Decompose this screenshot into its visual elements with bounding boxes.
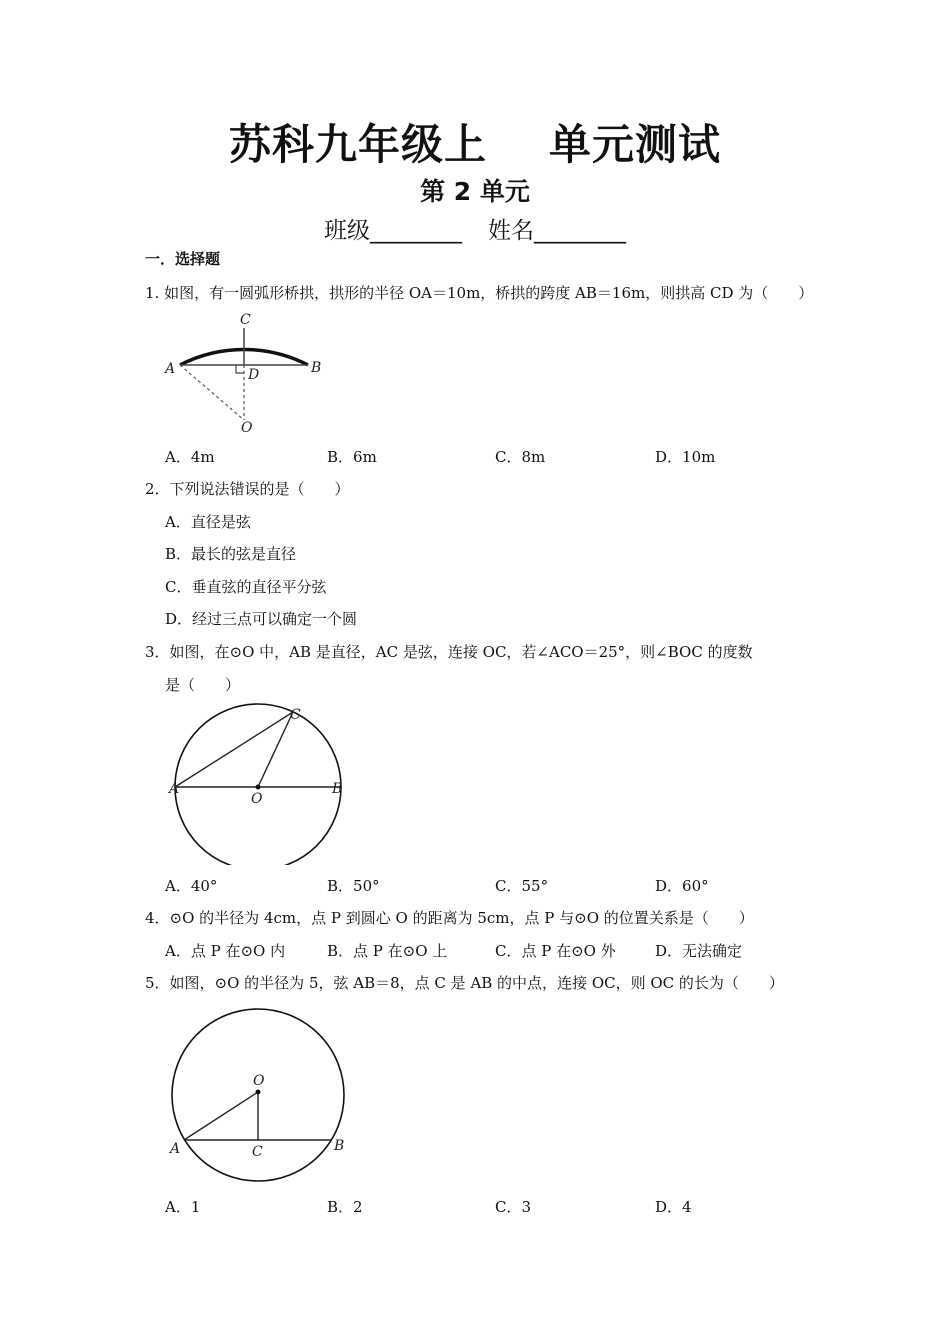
center-dot xyxy=(256,785,261,790)
circle-diameter-figure xyxy=(162,703,352,865)
q3-option-d[interactable]: D．60° xyxy=(655,877,709,895)
label-d: D xyxy=(248,367,260,383)
label-c: C xyxy=(240,312,251,328)
q4-option-c[interactable]: C．点 P 在⊙O 外 xyxy=(495,942,616,960)
question-3-stem-line1: 3．如图，在⊙O 中，AB 是直径，AC 是弦，连接 OC，若∠ACO＝25°，则∠BOC 的度数 xyxy=(145,643,753,661)
q2-option-c[interactable]: C．垂直弦的直径平分弦 xyxy=(165,578,327,596)
label-c: C xyxy=(290,707,301,723)
q1-option-d[interactable]: D．10m xyxy=(655,448,716,466)
label-b: B xyxy=(311,360,322,376)
q4-option-b[interactable]: B．点 P 在⊙O 上 xyxy=(327,942,448,960)
bridge-arch-figure xyxy=(162,308,337,438)
label-a: A xyxy=(170,1141,181,1157)
question-2-stem: 2．下列说法错误的是（ ） xyxy=(145,480,350,498)
label-c: C xyxy=(252,1144,263,1160)
q3-option-a[interactable]: A．40° xyxy=(165,877,218,895)
question-3-stem-line2: 是（ ） xyxy=(165,676,241,694)
q5-option-b[interactable]: B．2 xyxy=(327,1198,363,1216)
q4-option-a[interactable]: A．点 P 在⊙O 内 xyxy=(165,942,286,960)
question-4-stem: 4．⊙O 的半径为 4cm，点 P 到圆心 O 的距离为 5cm，点 P 与⊙O 的位置关系是（ ） xyxy=(145,909,754,927)
title-right: 单元测试 xyxy=(549,120,722,169)
label-a: A xyxy=(165,361,176,377)
q5-option-c[interactable]: C．3 xyxy=(495,1198,532,1216)
label-o: O xyxy=(253,1073,265,1089)
q2-option-b[interactable]: B．最长的弦是直径 xyxy=(165,545,297,563)
q2-option-a[interactable]: A．直径是弦 xyxy=(165,513,251,531)
center-dot xyxy=(256,1090,261,1095)
label-o: O xyxy=(241,420,253,436)
q1-option-c[interactable]: C．8m xyxy=(495,448,546,466)
q5-option-d[interactable]: D．4 xyxy=(655,1198,692,1216)
page-title xyxy=(0,112,950,172)
q2-option-d[interactable]: D．经过三点可以确定一个圆 xyxy=(165,610,358,628)
unit-subtitle: 第 2 单元 xyxy=(420,177,530,206)
right-angle-mark xyxy=(236,365,244,373)
radius-oa xyxy=(180,365,244,420)
name-field: 姓名________ xyxy=(488,218,626,244)
class-field: 班级________ xyxy=(324,218,462,244)
label-b: B xyxy=(332,781,343,797)
q1-option-b[interactable]: B．6m xyxy=(327,448,377,466)
student-info xyxy=(0,212,950,245)
label-b: B xyxy=(334,1138,345,1154)
circle-chord-figure xyxy=(162,1000,352,1185)
question-1-stem: 1. 如图，有一圆弧形桥拱，拱形的半径 OA＝10m，桥拱的跨度 AB＝16m，则拱高 CD 为（ ） xyxy=(145,284,814,302)
label-a: A xyxy=(169,781,180,797)
section-heading: 一．选择题 xyxy=(145,250,221,268)
title-left: 苏科九年级上 xyxy=(228,120,487,169)
question-5-stem: 5．如图，⊙O 的半径为 5，弦 AB＝8，点 C 是 AB 的中点，连接 OC，则 OC 的长为（ ） xyxy=(145,974,784,992)
q1-option-a[interactable]: A．4m xyxy=(165,448,215,466)
q3-option-c[interactable]: C．55° xyxy=(495,877,549,895)
q4-option-d[interactable]: D．无法确定 xyxy=(655,942,743,960)
label-o: O xyxy=(251,791,263,807)
q5-option-a[interactable]: A．1 xyxy=(165,1198,201,1216)
segment-oa xyxy=(184,1092,258,1140)
q3-option-b[interactable]: B．50° xyxy=(327,877,380,895)
